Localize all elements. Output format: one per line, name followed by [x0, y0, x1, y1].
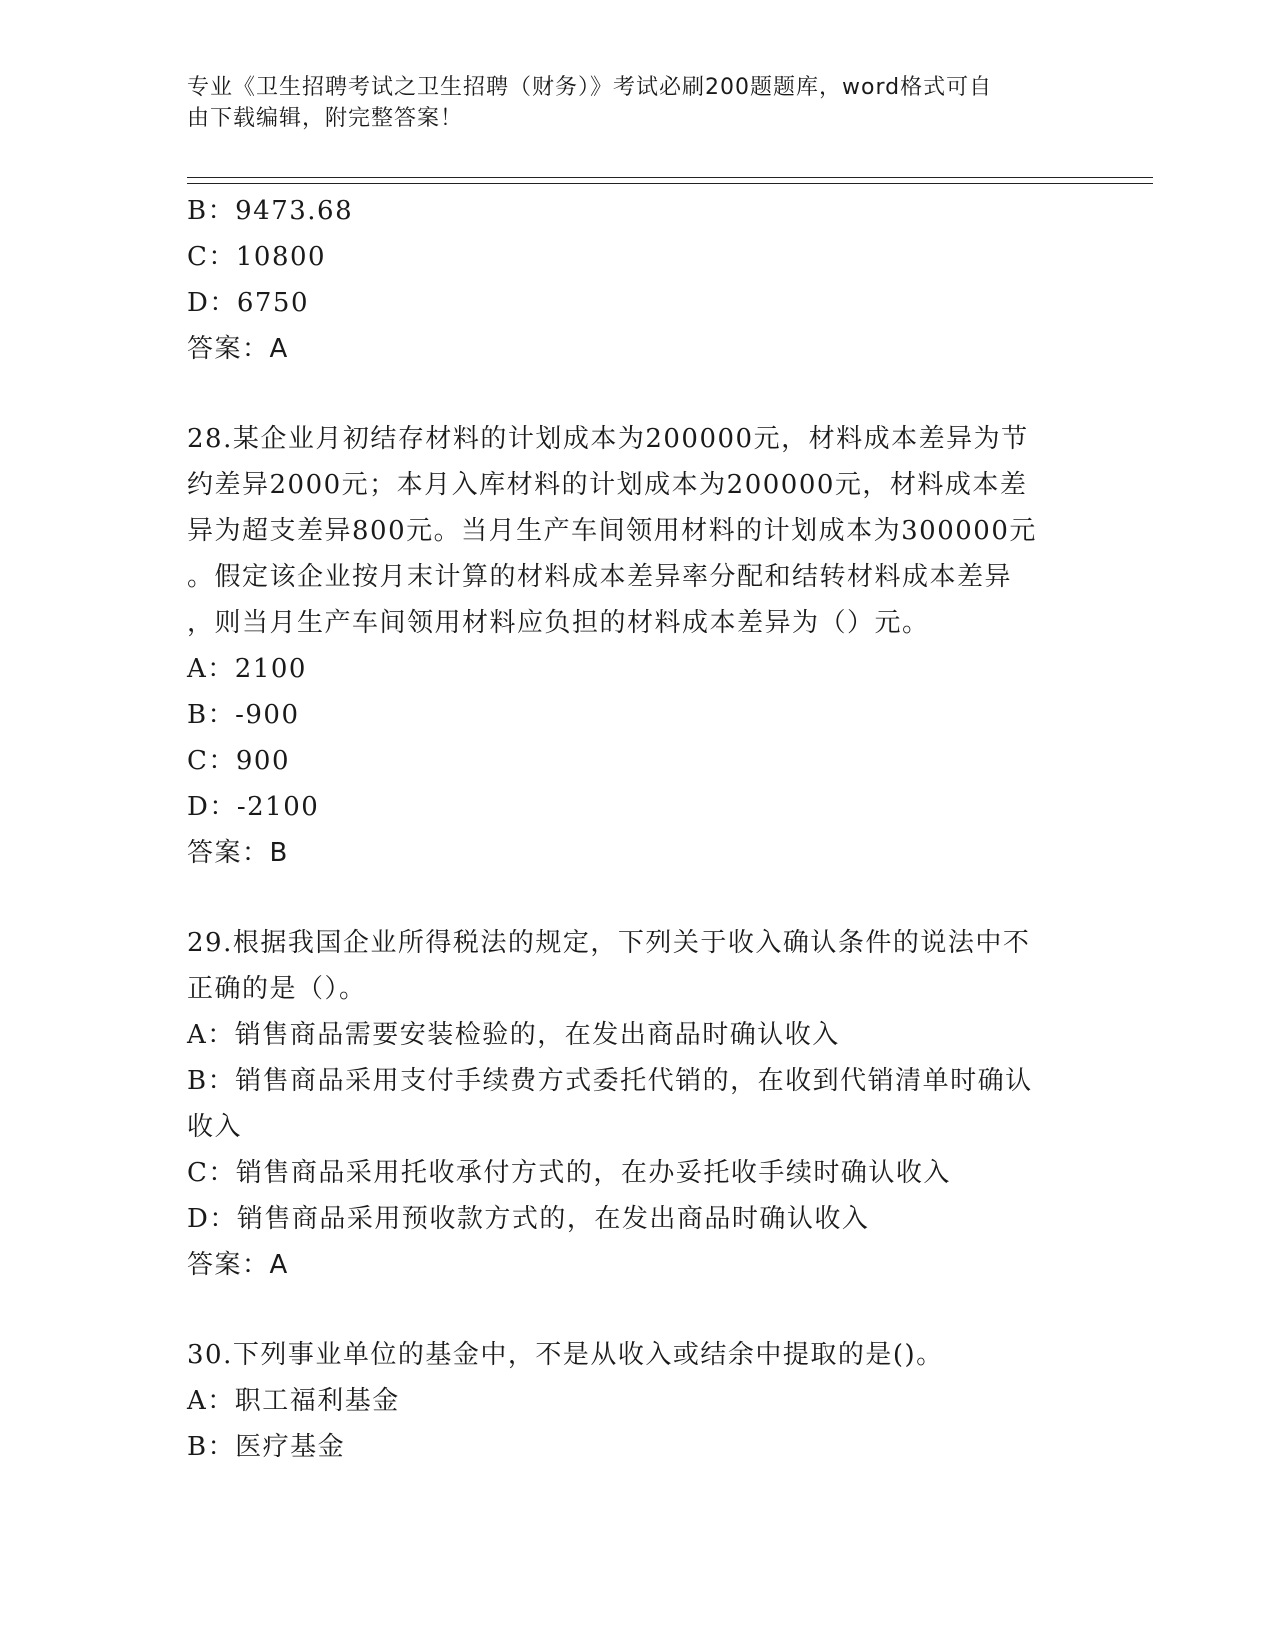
- option-c: C：10800: [187, 242, 327, 272]
- header-divider-bottom: [187, 183, 1153, 184]
- option-b: B：医疗基金: [187, 1432, 346, 1462]
- question-text-line: 28.某企业月初结存材料的计划成本为200000元，材料成本差异为节: [187, 424, 1029, 454]
- option-b: B：销售商品采用支付手续费方式委托代销的，在收到代销清单时确认: [187, 1066, 1033, 1096]
- option-a: A：职工福利基金: [187, 1386, 400, 1416]
- option-b: B：-900: [187, 700, 300, 730]
- question-28: [187, 416, 1087, 876]
- question-text-line: 异为超支差异800元。当月生产车间领用材料的计划成本为300000元: [187, 516, 1037, 546]
- prev-question-block: [187, 188, 1087, 372]
- question-text-line: 正确的是（）。: [187, 974, 367, 1004]
- question-text-line: 约差异2000元；本月入库材料的计划成本为200000元，材料成本差: [187, 470, 1028, 500]
- document-body: [187, 188, 1087, 1470]
- question-text-line: 30.下列事业单位的基金中，不是从收入或结余中提取的是()。: [187, 1340, 944, 1370]
- answer-line: 答案：A: [187, 334, 289, 364]
- question-text-line: 。假定该企业按月末计算的材料成本差异率分配和结转材料成本差异: [187, 562, 1013, 592]
- answer-line: 答案：A: [187, 1250, 289, 1280]
- question-29: [187, 920, 1087, 1288]
- question-text-line: ，则当月生产车间领用材料应负担的材料成本差异为（）元。: [187, 608, 930, 638]
- document-header: [187, 72, 1067, 134]
- header-line-2: 由下载编辑，附完整答案！: [187, 106, 464, 131]
- option-a: A：销售商品需要安装检验的，在发出商品时确认收入: [187, 1020, 840, 1050]
- option-d: D：6750: [187, 288, 310, 318]
- question-text-line: 29.根据我国企业所得税法的规定，下列关于收入确认条件的说法中不: [187, 928, 1031, 958]
- question-30: [187, 1332, 1087, 1470]
- option-a: A：2100: [187, 654, 307, 684]
- option-d: D：销售商品采用预收款方式的，在发出商品时确认收入: [187, 1204, 870, 1234]
- option-b: B：9473.68: [187, 196, 354, 226]
- answer-line: 答案：B: [187, 838, 289, 868]
- option-c: C：900: [187, 746, 291, 776]
- header-line-1: 专业《卫生招聘考试之卫生招聘（财务）》考试必刷200题题库，word格式可自: [187, 75, 993, 100]
- option-d: D：-2100: [187, 792, 320, 822]
- header-divider-top: [187, 177, 1153, 178]
- option-c: C：销售商品采用托收承付方式的，在办妥托收手续时确认收入: [187, 1158, 951, 1188]
- option-b-continuation: 收入: [187, 1112, 243, 1142]
